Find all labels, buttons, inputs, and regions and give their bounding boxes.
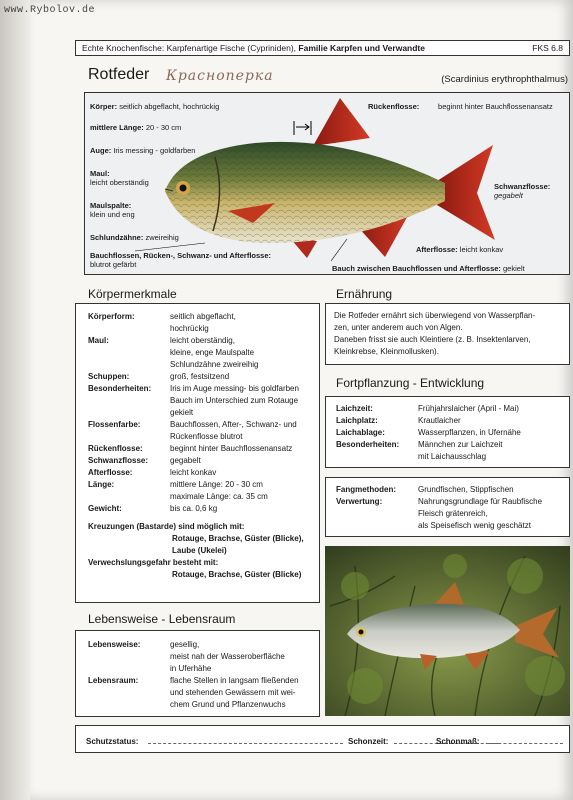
schonmass-label: Schonmaß: <box>436 737 480 746</box>
schonzeit-label: Schonzeit: <box>348 737 389 746</box>
row-value: in Uferhähe <box>170 664 212 673</box>
header-category-text: Echte Knochenfische: Karpfenartige Fische (Cypriniden), <box>82 43 297 53</box>
label-flossen <box>90 251 271 269</box>
row-key <box>88 491 170 503</box>
label-key: Maulspalte: <box>90 201 132 210</box>
table-row <box>88 311 299 323</box>
table-row <box>88 347 299 359</box>
header-category <box>82 41 425 55</box>
row-value: groß, festsitzend <box>170 372 230 381</box>
lebensweise-table <box>88 639 299 711</box>
row-key <box>88 663 170 675</box>
label-value: blutrot gefärbt <box>90 260 137 269</box>
table-row <box>88 359 299 371</box>
row-value: Nahrungsgrundlage für Raubfische <box>418 497 543 506</box>
label-maul <box>90 169 149 187</box>
label-value: 20 - 30 cm <box>145 123 182 132</box>
label-key: Afterflosse: <box>416 245 458 254</box>
row-value: und stehenden Gewässern mit wei- <box>170 688 296 697</box>
label-schlund <box>90 233 179 242</box>
label-value: leicht oberständig <box>90 178 149 187</box>
table-row <box>336 496 542 508</box>
row-key <box>88 699 170 711</box>
table-row <box>336 403 521 415</box>
label-key: mittlere Länge: <box>90 123 144 132</box>
table-row <box>88 419 299 431</box>
label-value: seitlich abgeflacht, hochrückig <box>119 102 220 111</box>
table-row <box>88 335 299 347</box>
label-value: leicht konkav <box>459 245 504 254</box>
header-code: FKS 6.8 <box>532 43 563 53</box>
verwechslung-label: Verwechslungsgefahr besteht mit: <box>88 558 219 567</box>
kreuzungen-value-2: Laube (Ukelei) <box>172 546 227 555</box>
fish-photo-image <box>325 546 570 716</box>
row-key: Rückenflosse: <box>88 444 143 453</box>
latin-name: (Scardinius erythrophthalmus) <box>441 74 568 85</box>
row-value: flache Stellen in langsam fließenden <box>170 676 299 685</box>
row-value: Frühjahrslaicher (April - Mai) <box>418 404 519 413</box>
table-row <box>336 439 521 451</box>
fish-photo <box>325 546 570 716</box>
row-value: Iris im Auge messing- bis goldfarben <box>170 384 299 393</box>
row-key: Schwanzflosse: <box>88 456 149 465</box>
row-value: meist nah der Wasseroberfläche <box>170 652 285 661</box>
row-key: Maul: <box>88 336 109 345</box>
section-title-koerpermerkmale: Körpermerkmale <box>88 287 177 301</box>
label-value: Iris messing - goldfarben <box>113 146 196 155</box>
table-row <box>88 663 299 675</box>
row-key: Verwertung: <box>336 497 383 506</box>
label-key: Maul: <box>90 169 110 178</box>
row-value: Wasserpflanzen, in Ufernähe <box>418 428 521 437</box>
row-key <box>88 687 170 699</box>
book-spine <box>0 0 30 800</box>
table-row <box>88 323 299 335</box>
row-value: Rückenflosse blutrot <box>170 432 243 441</box>
row-value: Schlundzähne zweireihig <box>170 360 259 369</box>
label-value: klein und eng <box>90 210 135 219</box>
label-value: beginnt hinter Bauchflossenansatz <box>438 102 553 111</box>
label-auge <box>90 146 195 155</box>
label-key: Rückenflosse: <box>368 102 420 111</box>
row-key: Laichablage: <box>336 428 385 437</box>
label-value: gekielt <box>503 264 525 273</box>
label-value: gegabelt <box>494 191 523 200</box>
row-key <box>336 520 418 532</box>
table-row <box>88 443 299 455</box>
table-row <box>88 407 299 419</box>
table-row <box>88 699 299 711</box>
kreuzungen-block <box>88 521 319 581</box>
row-value: seitlich abgeflacht, <box>170 312 236 321</box>
row-key <box>88 431 170 443</box>
label-key: Schwanzflosse: <box>494 182 551 191</box>
schutzstatus-label: Schutzstatus: <box>86 737 139 746</box>
label-maulspalte <box>90 201 135 219</box>
row-key: Länge: <box>88 480 115 489</box>
row-key: Besonderheiten: <box>336 440 400 449</box>
verwechslung-value: Rotauge, Brachse, Güster (Blicke) <box>172 570 302 579</box>
label-key: Körper: <box>90 102 118 111</box>
handwritten-note: Красноперка <box>166 68 274 84</box>
row-value: gekielt <box>170 408 194 417</box>
label-key: Auge: <box>90 146 112 155</box>
title-row <box>88 64 568 88</box>
row-key: Afterflosse: <box>88 468 133 477</box>
row-value: Krautlaicher <box>418 416 461 425</box>
ernaehrung-line: Die Rotfeder ernährt sich überwiegend von Wasserpflan- <box>334 311 536 320</box>
row-value: als Speisefisch wenig geschätzt <box>418 521 531 530</box>
row-key: Körperform: <box>88 312 135 321</box>
row-value: leicht konkav <box>170 468 217 477</box>
header-family: Familie Karpfen und Verwandte <box>298 43 425 53</box>
schutzstatus-field[interactable] <box>148 743 343 744</box>
table-row <box>88 503 299 515</box>
row-key <box>88 407 170 419</box>
table-row <box>88 371 299 383</box>
table-row <box>88 383 299 395</box>
fortpflanzung-box <box>325 396 570 468</box>
koerpermerkmale-box <box>75 303 320 603</box>
schonmass-field[interactable] <box>488 743 563 744</box>
lebensweise-box <box>75 630 320 717</box>
table-row <box>336 520 542 532</box>
label-laenge <box>90 123 181 132</box>
row-value: mittlere Länge: 20 - 30 cm <box>170 480 263 489</box>
footer-bar <box>75 725 570 753</box>
label-key: Bauch zwischen Bauchflossen und Afterflosse: <box>332 264 501 273</box>
row-key: Gewicht: <box>88 504 122 513</box>
table-row <box>88 467 299 479</box>
row-value: gesellig, <box>170 640 200 649</box>
table-row <box>88 639 299 651</box>
table-row <box>336 451 521 463</box>
kreuzungen-label: Kreuzungen (Bastarde) sind möglich mit: <box>88 522 245 531</box>
row-value: Männchen zur Laichzeit <box>418 440 503 449</box>
table-row <box>336 508 542 520</box>
row-key <box>88 347 170 359</box>
row-value: kleine, enge Maulspalte <box>170 348 255 357</box>
row-value: Grundfischen, Stippfischen <box>418 485 514 494</box>
section-title-ernaehrung: Ernährung <box>336 287 393 301</box>
row-key <box>336 508 418 520</box>
table-row <box>88 675 299 687</box>
table-row <box>336 427 521 439</box>
section-title-lebensweise: Lebensweise - Lebensraum <box>88 612 236 626</box>
row-value: bis ca. 0,6 kg <box>170 504 218 513</box>
row-key: Laichplatz: <box>336 416 378 425</box>
table-row <box>88 455 299 467</box>
fish-diagram <box>84 92 570 275</box>
row-key <box>88 323 170 335</box>
label-key: Schlundzähne: <box>90 233 144 242</box>
table-row <box>88 651 299 663</box>
row-value: Fleisch grätenreich, <box>418 509 488 518</box>
header-bar <box>75 40 570 56</box>
label-bauch <box>332 264 525 273</box>
row-key: Lebensweise: <box>88 640 141 649</box>
page-title: Rotfeder <box>88 66 150 83</box>
row-key <box>88 651 170 663</box>
label-after <box>416 245 503 254</box>
row-value: hochrückig <box>170 324 209 333</box>
fang-table <box>336 484 542 532</box>
fortpflanzung-table <box>336 403 521 463</box>
ernaehrung-box <box>325 303 570 365</box>
row-value: gegabelt <box>170 456 201 465</box>
row-key: Lebensraum: <box>88 676 139 685</box>
section-title-fortpflanzung: Fortpflanzung - Entwicklung <box>336 376 485 390</box>
row-key <box>336 451 418 463</box>
ernaehrung-line: Daneben frisst sie auch Kleintiere (z. B. Insektenlarven, <box>334 335 531 344</box>
fang-box <box>325 477 570 537</box>
kreuzungen-value-1: Rotauge, Brachse, Güster (Blicke), <box>172 534 304 543</box>
row-value: Bauchflossen, After-, Schwanz- und <box>170 420 297 429</box>
row-key <box>88 359 170 371</box>
row-key: Fangmethoden: <box>336 485 396 494</box>
row-key: Besonderheiten: <box>88 384 152 393</box>
table-row <box>336 484 542 496</box>
row-value: Bauch im Unterschied zum Rotauge <box>170 396 299 405</box>
table-row <box>88 479 299 491</box>
koerpermerkmale-table <box>88 311 299 515</box>
row-value: chem Grund und Pflanzenwuchs <box>170 700 286 709</box>
label-ruecken <box>368 102 553 111</box>
table-row <box>88 431 299 443</box>
table-row <box>88 491 299 503</box>
table-row <box>88 687 299 699</box>
row-value: mit Laichausschlag <box>418 452 487 461</box>
label-koerper <box>90 102 219 111</box>
row-value: maximale Länge: ca. 35 cm <box>170 492 268 501</box>
watermark: www.Rybolov.de <box>4 5 96 16</box>
label-schwanz <box>494 182 550 200</box>
row-key <box>88 395 170 407</box>
label-value: zweireihig <box>145 233 179 242</box>
row-value: leicht oberständig, <box>170 336 235 345</box>
row-key: Laichzeit: <box>336 404 373 413</box>
table-row <box>88 395 299 407</box>
table-row <box>336 415 521 427</box>
row-key: Flossenfarbe: <box>88 420 141 429</box>
label-key: Bauchflossen, Rücken-, Schwanz- und Afterflosse: <box>90 251 271 260</box>
ernaehrung-line: zen, unter anderem auch von Algen. <box>334 323 463 332</box>
ernaehrung-line: Kleinkrebse, Kleinmollusken). <box>334 347 439 356</box>
row-key: Schuppen: <box>88 372 130 381</box>
row-value: beginnt hinter Bauchflossenansatz <box>170 444 293 453</box>
